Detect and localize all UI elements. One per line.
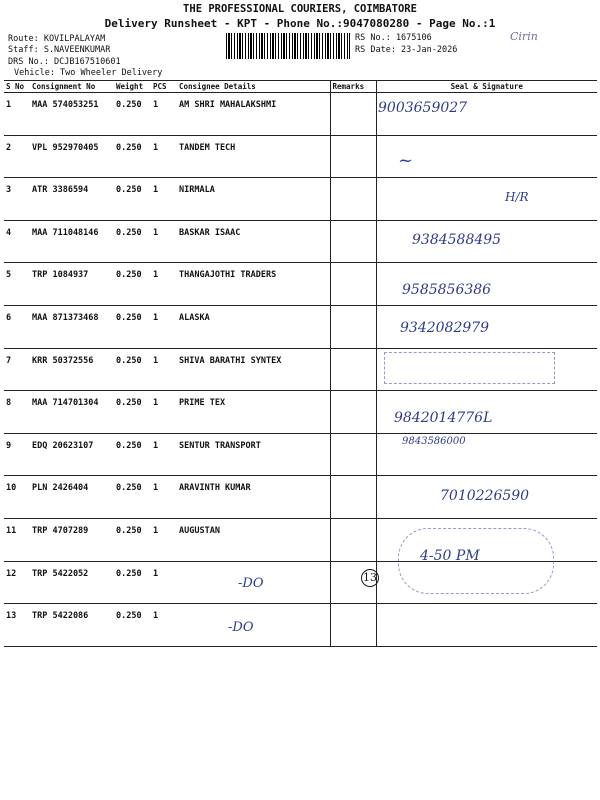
handwritten-phone: 9384588495 (412, 232, 502, 248)
cell-weight: 0.250 (114, 433, 151, 476)
cell-pcs: 1 (151, 305, 177, 348)
cell-weight: 0.250 (114, 135, 151, 178)
runsheet-subtitle: Delivery Runsheet - KPT - Phone No.:9047080280 - Page No.:1 (104, 17, 496, 30)
col-weight: Weight (114, 81, 151, 93)
cell-remarks (330, 604, 376, 647)
company-stamp (384, 352, 555, 384)
cell-seal (376, 604, 597, 647)
cell-consignment: KRR 50372556 (30, 348, 114, 391)
handwritten-phone: 9843586000 (402, 436, 466, 447)
cell-sno: 12 (4, 561, 30, 604)
cell-consignee: BASKAR ISAAC (177, 220, 330, 263)
cell-sno: 10 (4, 476, 30, 519)
col-remarks: Remarks (330, 81, 376, 93)
cell-consignee (177, 604, 330, 647)
cell-pcs: 1 (151, 263, 177, 306)
cell-weight: 0.250 (114, 93, 151, 136)
table-row (4, 391, 597, 434)
cell-remarks (330, 518, 376, 561)
cell-weight: 0.250 (114, 604, 151, 647)
cell-weight: 0.250 (114, 263, 151, 306)
cell-remarks (330, 220, 376, 263)
cell-pcs: 1 (151, 391, 177, 434)
cell-consignee: THANGAJOTHI TRADERS (177, 263, 330, 306)
vehicle-label: Vehicle: Two Wheeler Delivery (14, 68, 163, 78)
cell-remarks (330, 476, 376, 519)
handwritten-note: -DO (238, 576, 264, 591)
cell-sno: 7 (4, 348, 30, 391)
cell-remarks (330, 391, 376, 434)
handwritten-phone: 9842014776L (394, 410, 493, 426)
cell-consignment: VPL 952970405 (30, 135, 114, 178)
cell-consignee: ALASKA (177, 305, 330, 348)
rs-date: RS Date: 23-Jan-2026 (355, 45, 458, 55)
cell-pcs: 1 (151, 93, 177, 136)
cell-sno: 4 (4, 220, 30, 263)
cell-consignee: SENTUR TRANSPORT (177, 433, 330, 476)
cell-sno: 11 (4, 518, 30, 561)
cell-sno: 8 (4, 391, 30, 434)
cell-remarks (330, 135, 376, 178)
cell-consignment: MAA 711048146 (30, 220, 114, 263)
handwritten-signature: ~ (398, 150, 414, 171)
table-row (4, 93, 597, 136)
handwritten-note: H/R (505, 190, 529, 204)
drs-label: DRS No.: DCJB167510601 (8, 57, 121, 67)
handwritten-note: Cirin (510, 30, 538, 43)
cell-consignee: TANDEM TECH (177, 135, 330, 178)
cell-consignment: TRP 5422086 (30, 604, 114, 647)
cell-weight: 0.250 (114, 391, 151, 434)
cell-sno: 3 (4, 178, 30, 221)
cell-consignment: MAA 714701304 (30, 391, 114, 434)
table-row (4, 135, 597, 178)
cell-pcs: 1 (151, 135, 177, 178)
cell-consignee: ARAVINTH KUMAR (177, 476, 330, 519)
cell-consignment: ATR 3386594 (30, 178, 114, 221)
cell-consignee: AUGUSTAN (177, 518, 330, 561)
cell-pcs: 1 (151, 561, 177, 604)
cell-sno: 6 (4, 305, 30, 348)
staff-label: Staff: S.NAVEENKUMAR (8, 45, 111, 55)
cell-pcs: 1 (151, 604, 177, 647)
cell-weight: 0.250 (114, 518, 151, 561)
col-sno: S No (4, 81, 30, 93)
cell-remarks (330, 348, 376, 391)
cell-sno: 9 (4, 433, 30, 476)
cell-pcs: 1 (151, 433, 177, 476)
handwritten-note: -DO (228, 620, 254, 635)
table-row (4, 433, 597, 476)
cell-seal (376, 178, 597, 221)
cell-pcs: 1 (151, 220, 177, 263)
route-label: Route: KOVILPALAYAM (8, 34, 106, 44)
handwritten-phone: 9003659027 (378, 100, 468, 116)
cell-consignee: AM SHRI MAHALAKSHMI (177, 93, 330, 136)
table-row (4, 305, 597, 348)
handwritten-circled-number: 13 (361, 569, 379, 587)
cell-consignment: TRP 5422052 (30, 561, 114, 604)
cell-consignment: TRP 1084937 (30, 263, 114, 306)
col-seal: Seal & Signature (376, 81, 597, 93)
cell-consignment: TRP 4707289 (30, 518, 114, 561)
cell-weight: 0.250 (114, 220, 151, 263)
cell-pcs: 1 (151, 348, 177, 391)
cell-pcs: 1 (151, 518, 177, 561)
col-pcs: PCS (151, 81, 177, 93)
rs-number: RS No.: 1675106 (355, 33, 432, 43)
col-consignee: Consignee Details (177, 81, 330, 93)
cell-sno: 2 (4, 135, 30, 178)
cell-remarks (330, 263, 376, 306)
cell-remarks (330, 178, 376, 221)
cell-consignee: NIRMALA (177, 178, 330, 221)
col-consignment: Consignment No (30, 81, 114, 93)
handwritten-time: 4-50 PM (420, 548, 480, 564)
handwritten-phone: 9585856386 (402, 282, 492, 298)
cell-sno: 1 (4, 93, 30, 136)
cell-consignment: MAA 574053251 (30, 93, 114, 136)
table-header-row (4, 81, 597, 93)
cell-weight: 0.250 (114, 348, 151, 391)
cell-pcs: 1 (151, 476, 177, 519)
handwritten-phone: 9342082979 (400, 320, 490, 336)
cell-consignee: SHIVA BARATHI SYNTEX (177, 348, 330, 391)
cell-weight: 0.250 (114, 561, 151, 604)
handwritten-phone: 7010226590 (440, 488, 530, 504)
cell-weight: 0.250 (114, 178, 151, 221)
cell-consignee: PRIME TEX (177, 391, 330, 434)
table-row (4, 604, 597, 647)
cell-sno: 5 (4, 263, 30, 306)
table-row (4, 220, 597, 263)
cell-consignment: PLN 2426404 (30, 476, 114, 519)
company-title: THE PROFESSIONAL COURIERS, COIMBATORE (183, 3, 417, 15)
cell-remarks (330, 93, 376, 136)
cell-sno: 13 (4, 604, 30, 647)
cell-remarks (330, 305, 376, 348)
table-row (4, 263, 597, 306)
cell-remarks (330, 433, 376, 476)
cell-consignment: EDQ 20623107 (30, 433, 114, 476)
cell-weight: 0.250 (114, 305, 151, 348)
cell-consignment: MAA 871373468 (30, 305, 114, 348)
cell-weight: 0.250 (114, 476, 151, 519)
barcode (226, 33, 350, 59)
cell-pcs: 1 (151, 178, 177, 221)
